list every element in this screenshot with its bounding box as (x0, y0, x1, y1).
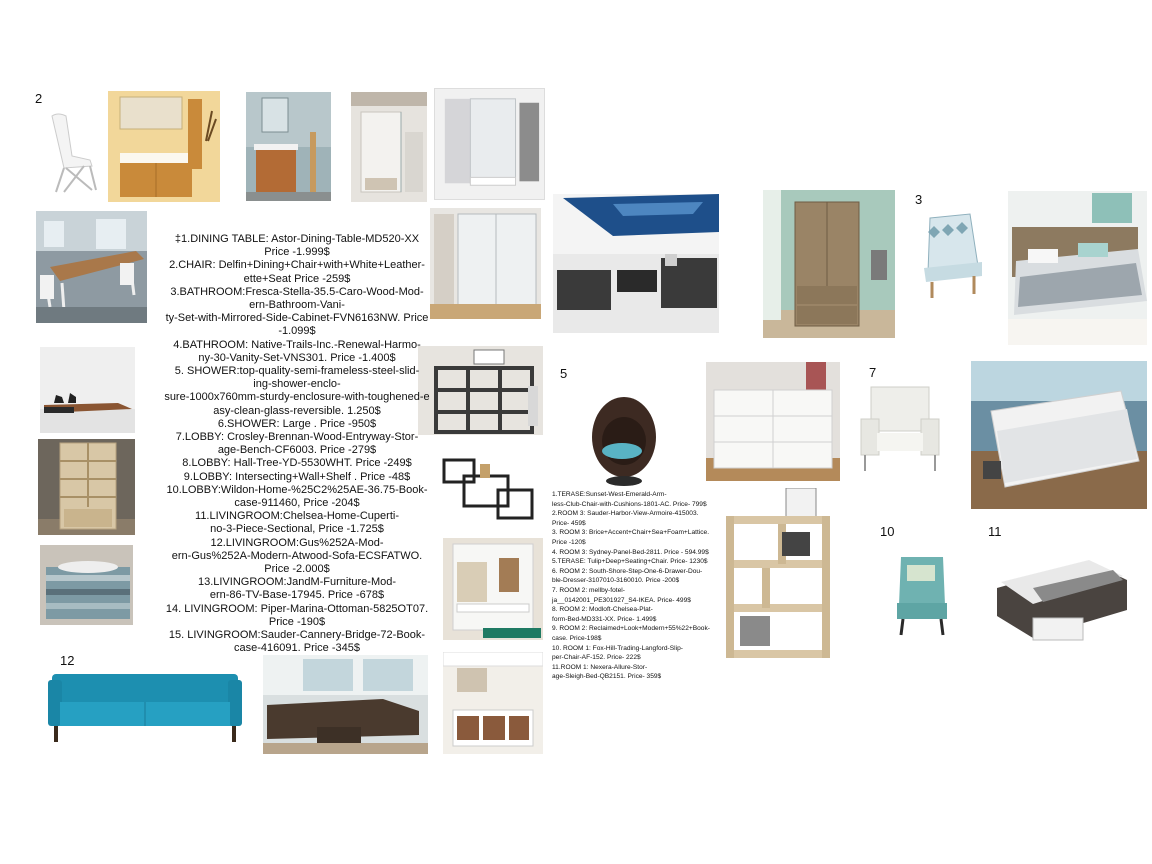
glass-shower-image (434, 88, 545, 200)
sectional-sofa-image (263, 655, 428, 754)
left-list-line: case-911460, Price -204$ (234, 497, 360, 510)
entryway-bench-image (443, 652, 543, 754)
left-list-line: Price -2.000$ (264, 563, 330, 576)
tv-base-image (40, 347, 135, 433)
label-sofa: 12 (60, 653, 75, 668)
left-list-line: 8.LOBBY: Hall-Tree-YD-5530WHT. Price -249$ (182, 457, 412, 470)
right-list-line: Price -120$ (552, 538, 586, 546)
label-accent-chair: 3 (915, 192, 923, 207)
left-list-line: ing-shower-enclo- (253, 378, 341, 391)
right-list-line: Price- 459$ (552, 519, 586, 527)
left-list-line: ny-30-Vanity-Set-VNS301. Price -1.400$ (198, 351, 396, 364)
right-list-line: per-Chair-AF-152. Price- 222$ (552, 654, 641, 662)
right-list-line: 7. ROOM 2: mellby-fotel- (552, 586, 625, 594)
dining-table-image (36, 211, 147, 323)
right-list-line: 8. ROOM 2: Modloft-Chelsea-Plat- (552, 606, 653, 614)
platform-bed-image (971, 361, 1147, 509)
reclaimed-bookcase-image (722, 488, 833, 664)
accent-chair-image (918, 212, 988, 300)
right-list-line: 4. ROOM 3: Sydney-Panel-Bed-2811. Price - 594.99$ (552, 548, 709, 556)
left-list-line: age-Bench-CF6003. Price -279$ (217, 444, 377, 457)
right-list-line: 6. ROOM 2: South-Shore-Step-One-6-Drawer-Dou- (552, 567, 703, 575)
right-list-line: case. Price-198$ (552, 634, 602, 642)
right-list-line: 1.TERASE:Sunset-West-Emerald-Arm- (552, 491, 667, 498)
label-sleigh-bed: 11 (988, 524, 1002, 539)
right-list-line: 5.TERASE: Tulip+Deep+Seating+Chair. Price- 1230$ (552, 558, 708, 566)
left-list-line: 3.BATHROOM:Fresca-Stella-35.5-Caro-Wood-Mod- (170, 285, 424, 298)
left-list-line: 13.LIVINGROOM:JandM-Furniture-Mod- (197, 576, 397, 589)
ottoman-image (40, 545, 133, 625)
left-list-line: ‡1.DINING TABLE: Astor-Dining-Table-MD520-XX (174, 233, 420, 245)
left-list-line: 5. SHOWER:top-quality-semi-frameless-steel-slid- (174, 365, 420, 378)
left-list-line: case-416091. Price -345$ (234, 642, 360, 655)
left-list-line: 12.LIVINGROOM:Gus%252A-Mod- (210, 536, 384, 549)
right-list-line: form-Bed-MD331-XX. Price- 1.499$ (552, 615, 657, 623)
dining-chair-image (44, 108, 102, 196)
left-list-line: Price -190$ (268, 615, 326, 628)
slipper-chair-image (895, 553, 949, 636)
egg-chair-image (586, 393, 664, 487)
right-list-line: ble-Dresser-3107010-3160010. Price -200$ (552, 577, 680, 585)
left-list-line: 14. LIVINGROOM: Piper-Marina-Ottoman-5825OT07. (165, 602, 429, 615)
left-list-line: 15. LIVINGROOM:Sauder-Cannery-Bridge-72-Book- (168, 629, 426, 642)
left-list-line: ern-Gus%252A-Modern-Atwood-Sofa-ECSFATWO. (171, 549, 423, 562)
sliding-shower-image (430, 208, 541, 319)
bathroom-vanity-image (246, 92, 331, 201)
left-list-line: ty-Set-with-Mirrored-Side-Cabinet-FVN6163NW. Price (165, 312, 429, 325)
hall-tree-image (443, 538, 543, 640)
dresser-image (706, 362, 840, 481)
label-chair: 2 (35, 91, 43, 106)
lobby-bookcase-image (418, 346, 543, 435)
walk-in-shower-image (351, 92, 427, 202)
right-list-line: 11.ROOM 1: Nexera-Allure-Stor- (552, 663, 648, 671)
bathroom-sink-image (108, 91, 220, 202)
right-list-line: ja__0142001_PE301927_S4-IKEA. Price- 499$ (552, 596, 691, 604)
left-list-line: ette+Seat Price -259$ (243, 272, 351, 285)
storage-bed-image (993, 558, 1129, 652)
left-list-line: 6.SHOWER: Large . Price -950$ (217, 417, 377, 430)
label-egg-chair: 5 (560, 366, 568, 381)
right-list-line: 2.ROOM 3: Sauder-Harbor-View-Armoire-415003. (552, 510, 699, 518)
left-list-line: -1.099$ (278, 325, 316, 338)
left-list-line: sure-1000x760mm-sturdy-enclosure-with-toughened-e (164, 391, 430, 404)
label-slipper-chair: 10 (880, 524, 895, 539)
right-list-line: 9. ROOM 2: Reclaimed+Look+Modern+55%22+Book- (552, 625, 710, 633)
left-list-line: asy-clean-glass-reversible. 1.250$ (213, 404, 381, 417)
white-armchair-image (857, 383, 941, 475)
blue-sofa-image (46, 670, 244, 744)
right-list-line: age-Sleigh-Bed-QB2151. Price- 359$ (552, 673, 662, 681)
left-list-line: ern-86-TV-Base-17945. Price -678$ (209, 589, 385, 602)
left-price-list (163, 233, 431, 656)
left-list-line: 7.LOBBY: Crosley-Brennan-Wood-Entryway-Stor- (175, 431, 419, 444)
left-list-line: 11.LIVINGROOM:Chelsea-Home-Cuperti- (195, 510, 399, 523)
armoire-image (763, 190, 895, 338)
right-list-line: 10. ROOM 1: Fox-Hill-Trading-Langford-Slip- (552, 644, 683, 652)
left-list-line: 2.CHAIR: Delfin+Dining+Chair+with+White+Leather- (169, 259, 425, 272)
left-list-line: Price -1.999$ (264, 246, 330, 259)
left-list-line: no-3-Piece-Sectional, Price -1.725$ (210, 523, 384, 536)
right-price-list (552, 490, 720, 682)
left-list-line: 9.LOBBY: Intersecting+Wall+Shelf . Price -48$ (183, 470, 411, 483)
label-armchair: 7 (869, 365, 877, 380)
left-list-line: 4.BATHROOM: Native-Trails-Inc.-Renewal-Harmo- (173, 338, 421, 351)
intersecting-wall-shelf-image (440, 456, 542, 523)
terrace-lounge-image (553, 184, 719, 333)
left-list-line: 10.LOBBY:Wildon-Home-%25C2%25AE-36.75-Book- (166, 483, 428, 496)
left-list-line: ern-Bathroom-Vani- (249, 299, 345, 312)
panel-bed-image (1008, 191, 1147, 345)
right-list-line: less-Club-Chair-with-Cushions-1801-AC. Price- 799$ (552, 500, 707, 508)
tall-bookcase-image (38, 439, 135, 535)
right-list-line: 3. ROOM 3: Brice+Accent+Chair+Sea+Foam+Lattice. (552, 529, 710, 537)
